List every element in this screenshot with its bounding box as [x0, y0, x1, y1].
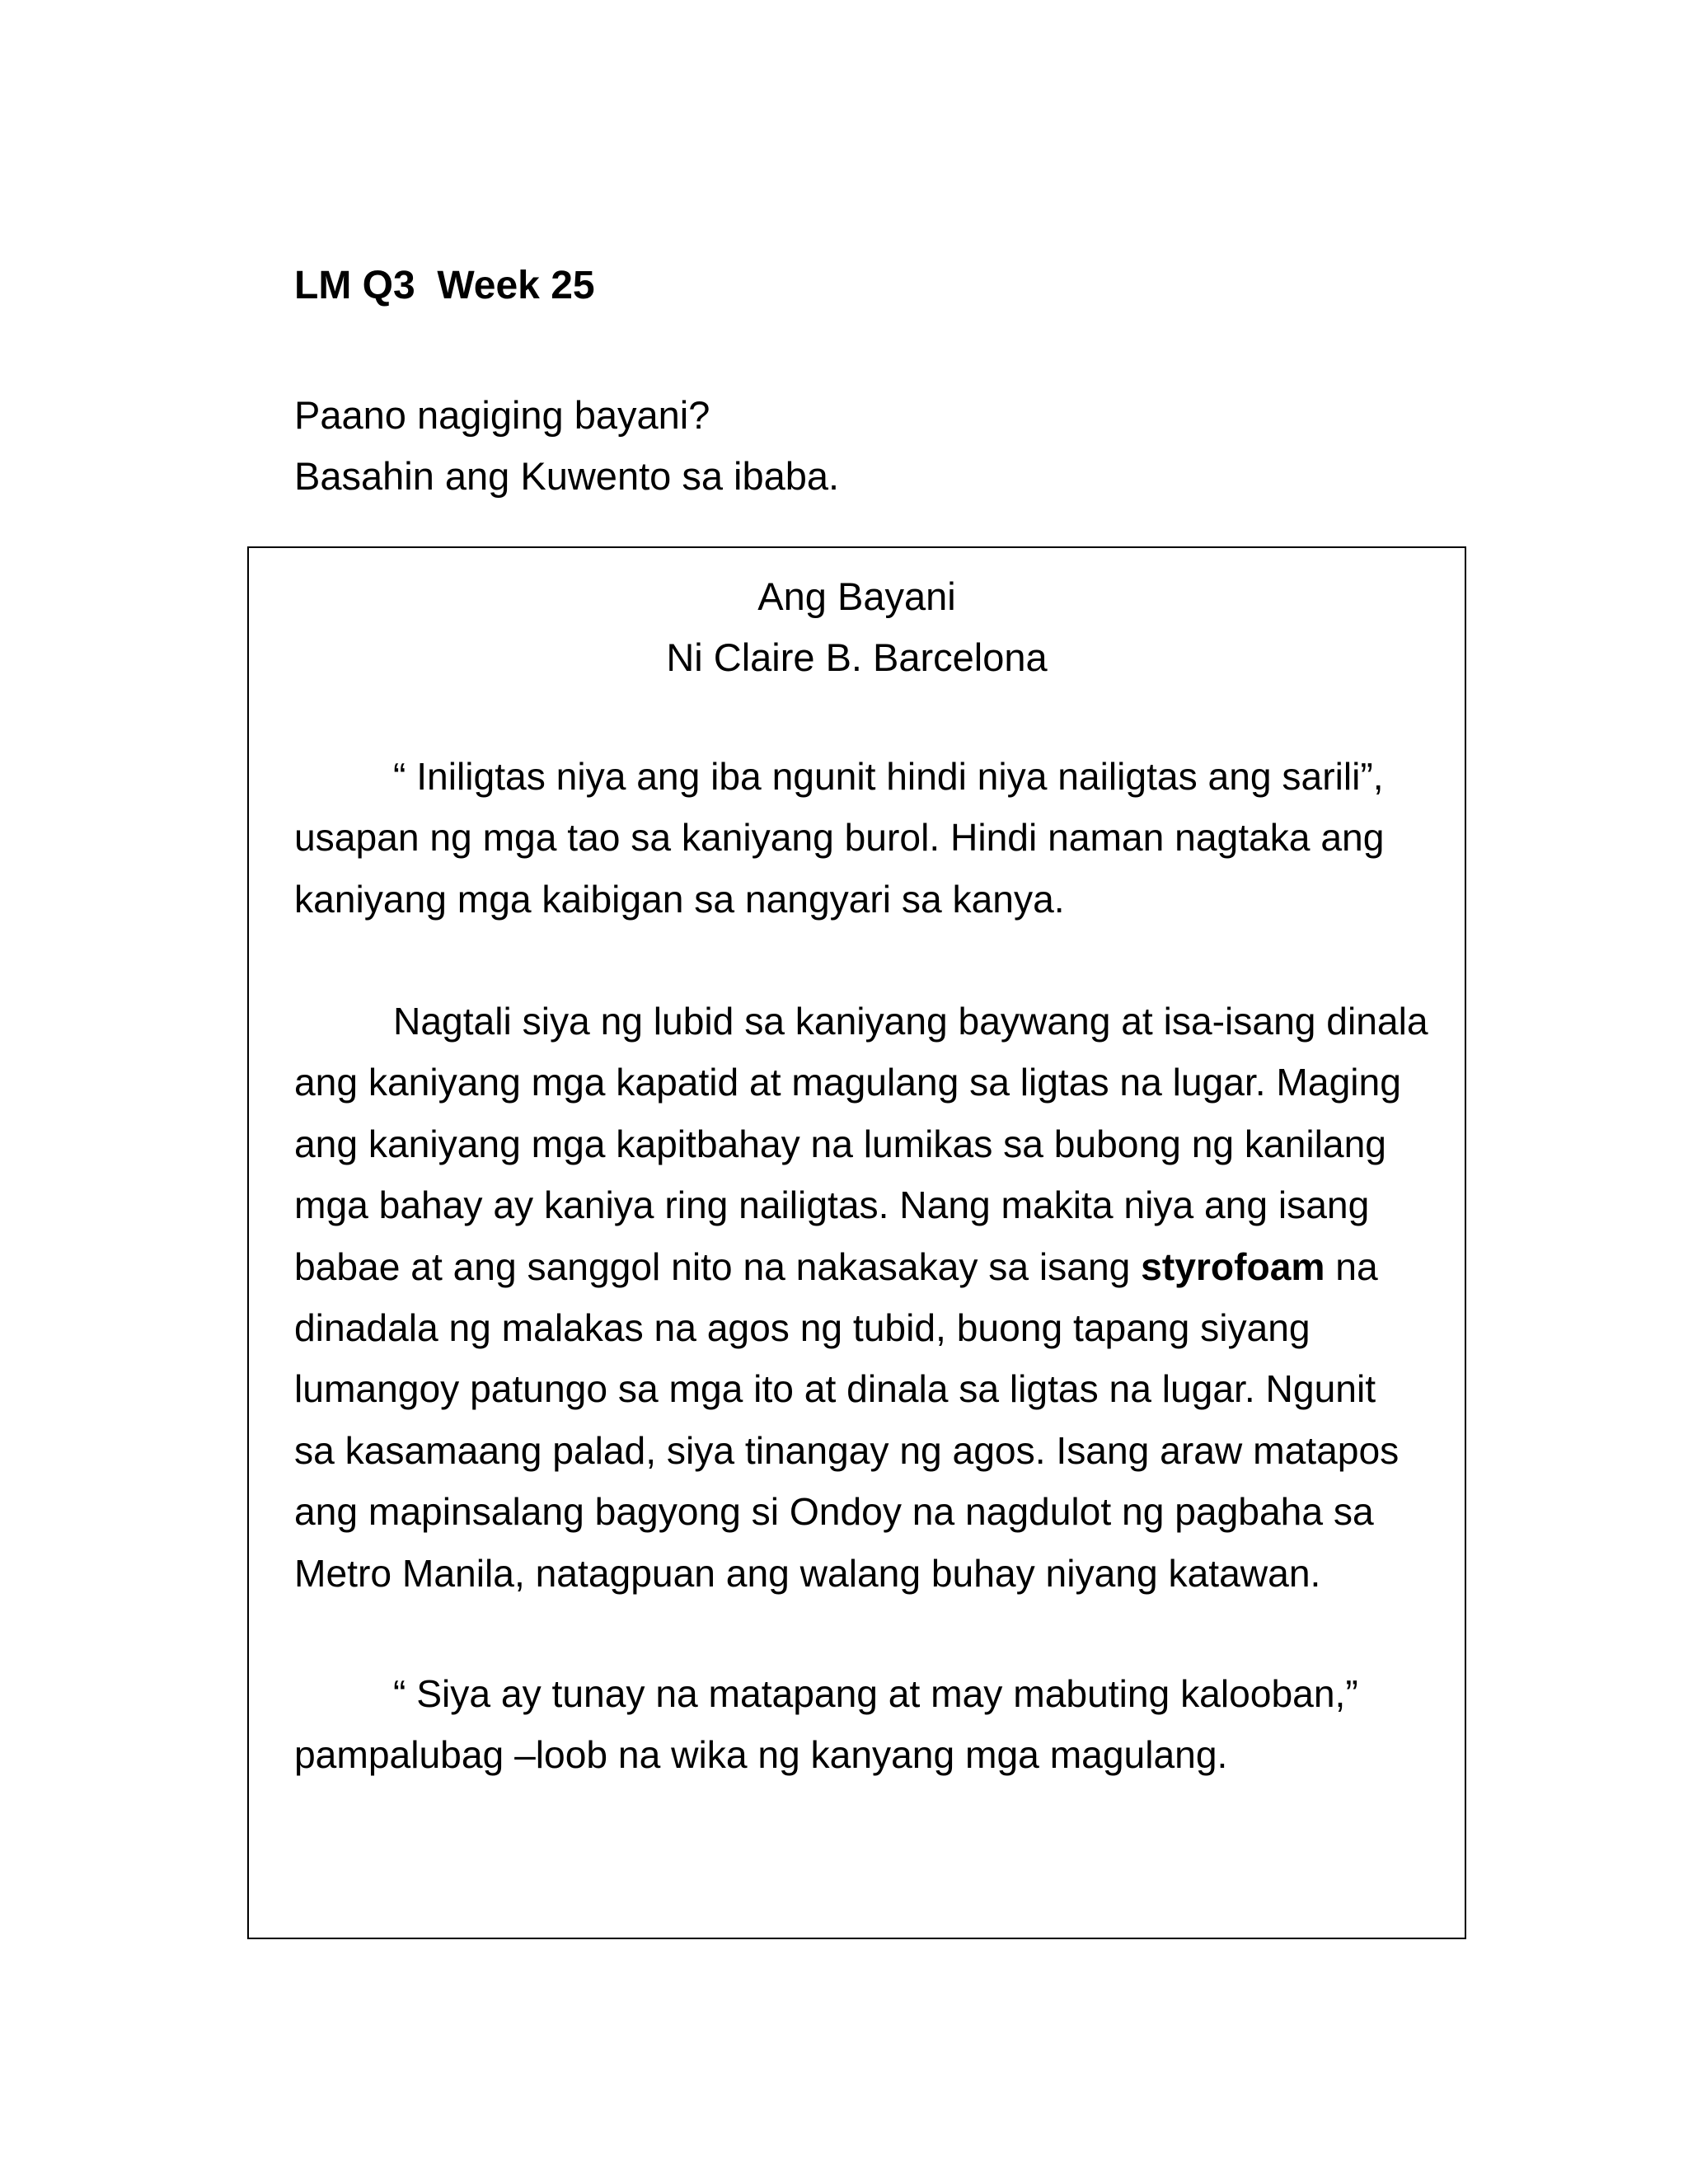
line-text: na: [1325, 1244, 1378, 1288]
paragraph-line: kaniyang mga kaibigan sa nangyari sa kanya.: [294, 877, 1065, 921]
paragraph-line: Nagtali siya ng lubid sa kaniyang baywang at isa-isang dinala: [393, 1000, 1428, 1043]
paragraph-line: sa kasamaang palad, siya tinangay ng agos. Isang araw matapos: [294, 1428, 1400, 1472]
line-text: babae at ang sanggol nito na nakasakay sa isang: [294, 1244, 1142, 1288]
story-paragraph-2: [294, 991, 1452, 1604]
intro-text: [294, 385, 839, 507]
paragraph-line: “ Siya ay tunay na matapang at may mabuting kalooban,”: [393, 1672, 1358, 1715]
intro-question: Paano nagiging bayani?: [294, 393, 710, 437]
story-paragraph-1: [294, 746, 1452, 930]
paragraph-line: lumangoy patungo sa mga ito at dinala sa ligtas na lugar. Ngunit: [294, 1367, 1376, 1411]
story-title: Ang Bayani: [757, 574, 956, 618]
paragraph-line: usapan ng mga tao sa kaniyang burol. Hindi naman nagtaka ang: [294, 816, 1385, 860]
paragraph-line: mga bahay ay kaniya ring nailigtas. Nang makita niya ang isang: [294, 1183, 1370, 1227]
story-box: [247, 546, 1466, 1939]
paragraph-line: ang kaniyang mga kapitbahay na lumikas sa bubong ng kanilang: [294, 1122, 1386, 1165]
story-author: Ni Claire B. Barcelona: [666, 635, 1048, 679]
paragraph-line: ang mapinsalang bagyong si Ondoy na nagdulot ng pagbaha sa: [294, 1490, 1374, 1534]
paragraph-line: dinadala ng malakas na agos ng tubid, buong tapang siyang: [294, 1306, 1311, 1350]
page-title: LM Q3 Week 25: [294, 264, 595, 307]
paragraph-line: [294, 1236, 1452, 1297]
paragraph-line: ang kaniyang mga kapatid at magulang sa ligtas na lugar. Maging: [294, 1061, 1401, 1104]
paragraph-line: “ Iniligtas niya ang iba ngunit hindi niya nailigtas ang sarili”,: [393, 755, 1384, 798]
paragraph-line: pampalubag –loob na wika ng kanyang mga magulang.: [294, 1733, 1228, 1777]
paragraph-line: Metro Manila, natagpuan ang walang buhay niyang katawan.: [294, 1551, 1321, 1595]
story-paragraph-3: [294, 1663, 1452, 1786]
bold-term-styrofoam: styrofoam: [1141, 1244, 1325, 1288]
intro-instruction: Basahin ang Kuwento sa ibaba.: [294, 454, 840, 498]
story-header: [249, 566, 1465, 688]
